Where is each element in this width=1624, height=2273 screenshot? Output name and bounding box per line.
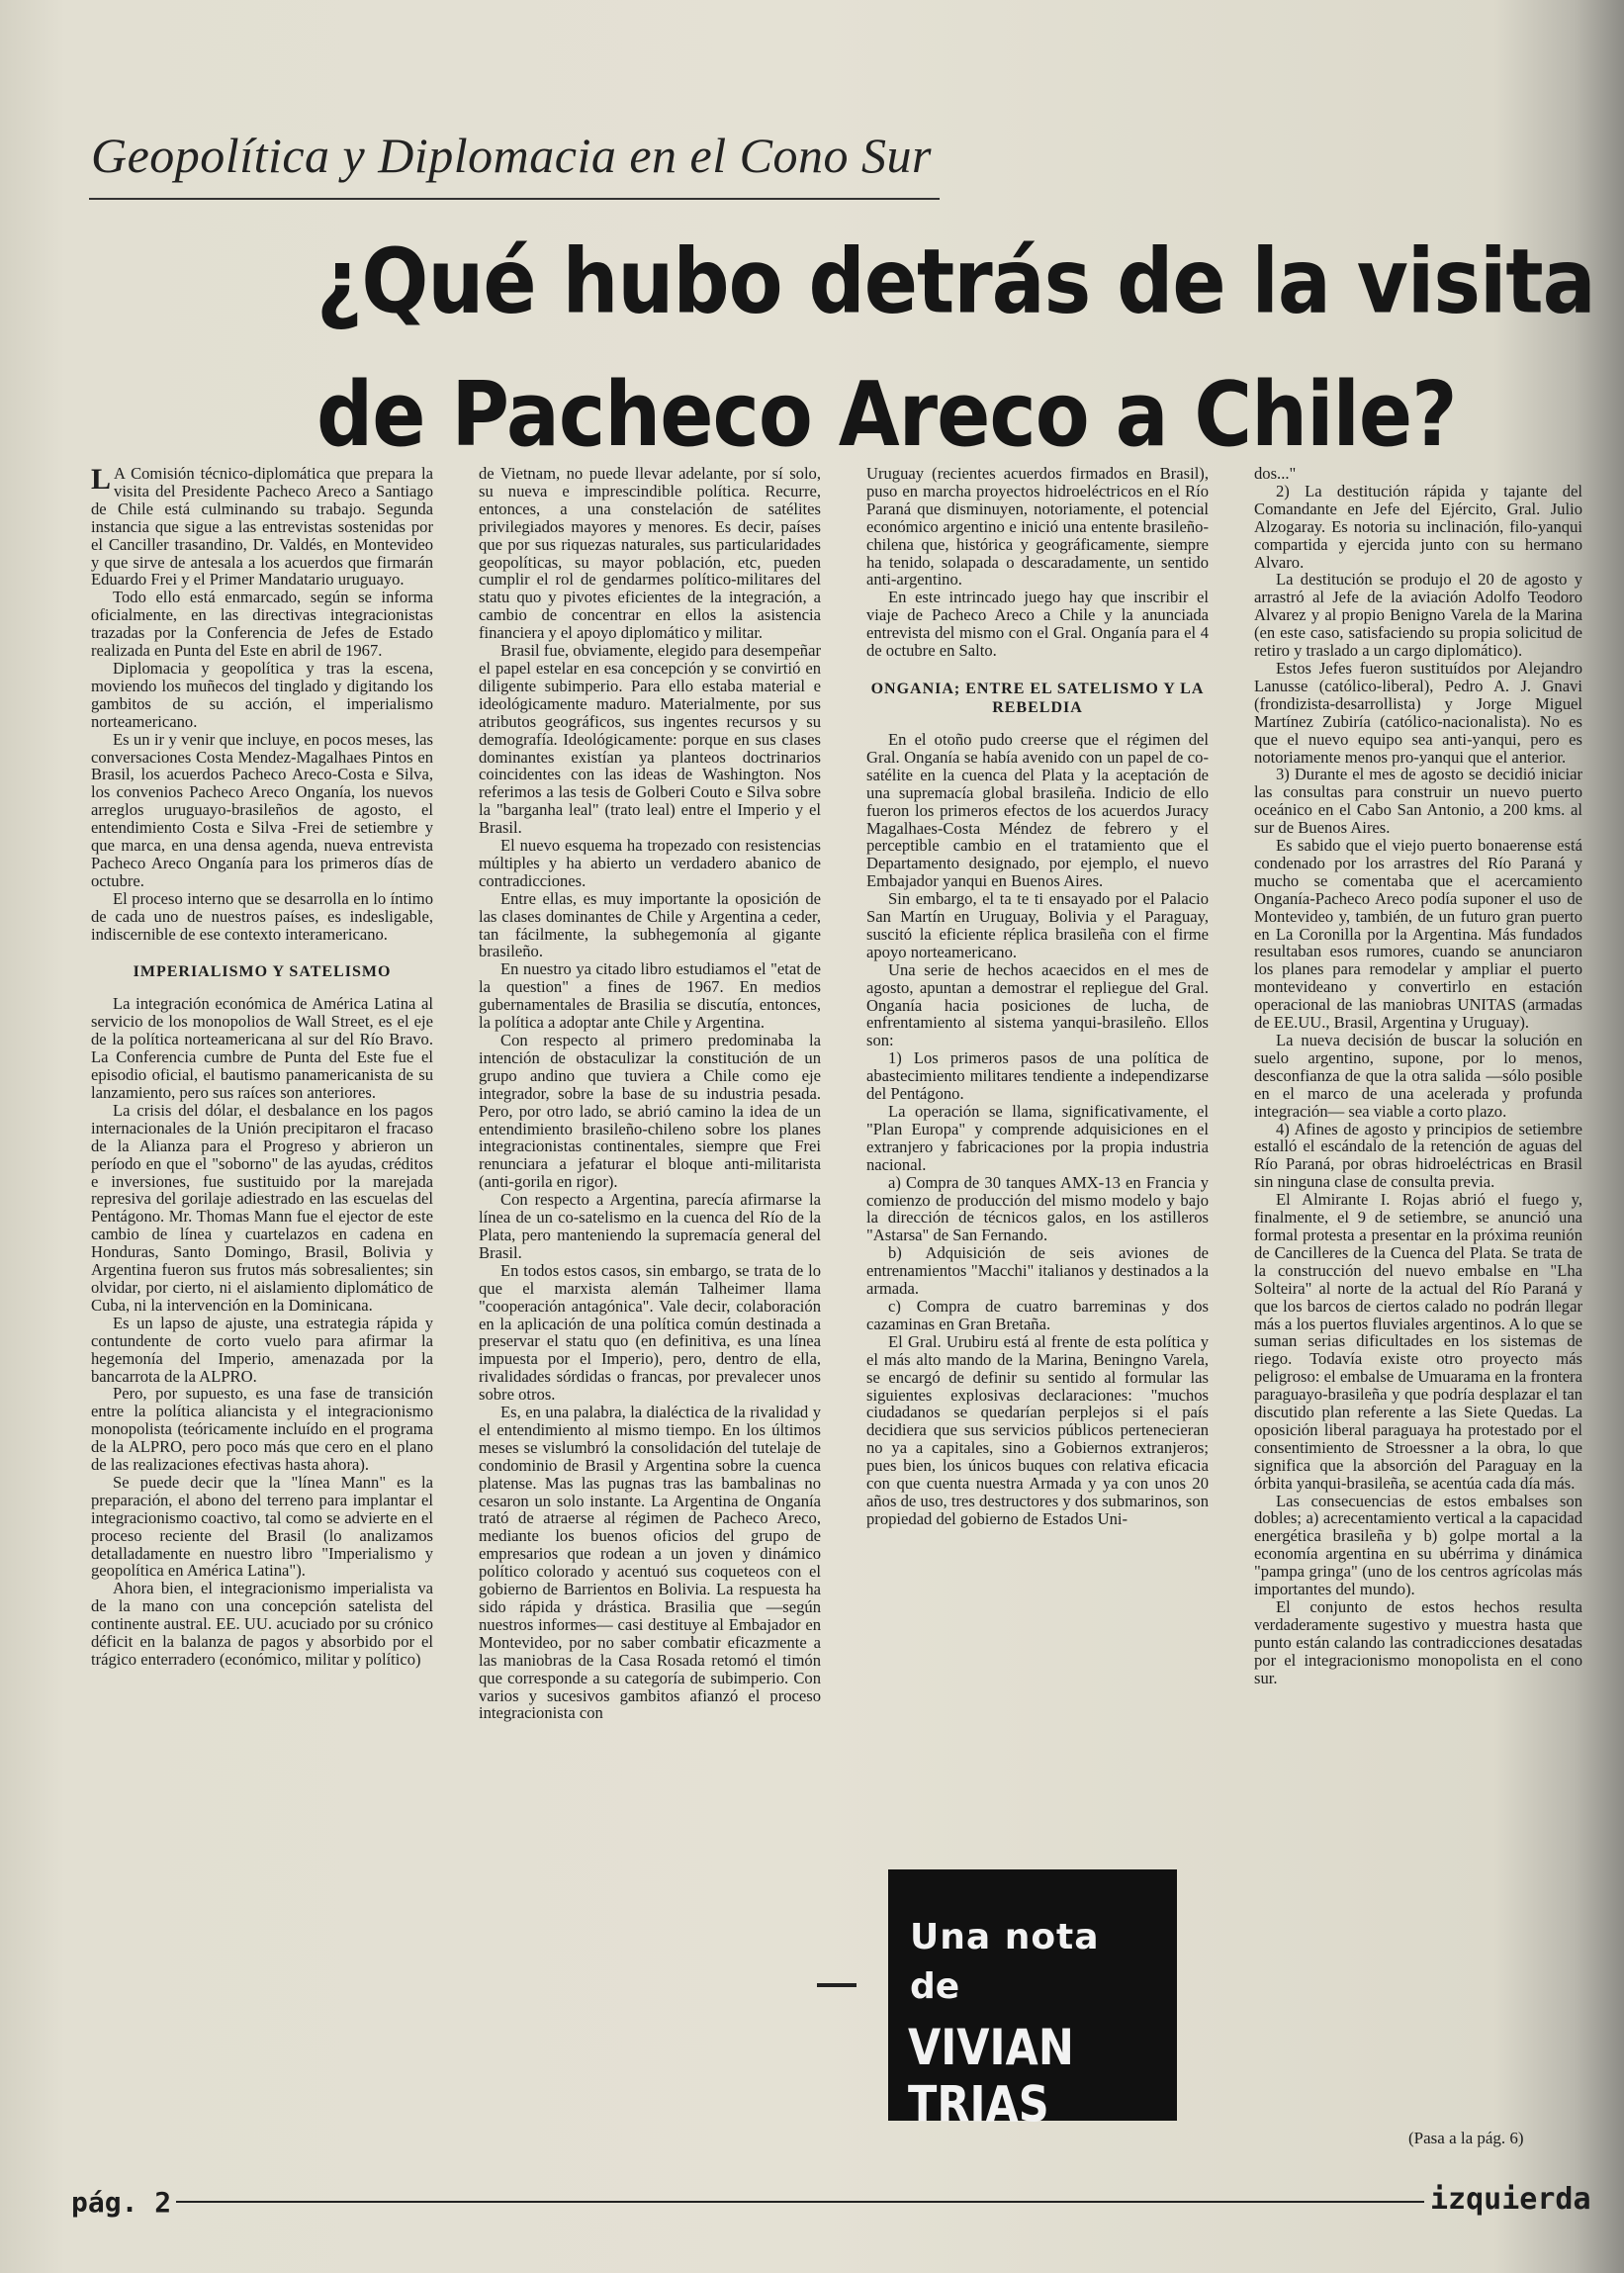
publication-name: izquierda: [1430, 2182, 1591, 2217]
paragraph: Diplomacia y geopolítica y tras la escena, moviendo los muñecos del tinglado y digitando los gambitos de su acción, el imperialismo norteamericano.: [91, 658, 433, 731]
paragraph: La destitución se produjo el 20 de agosto y arrastró al Jefe de la aviación Adolfo Teodoro Alvarez y al propio Benigno Varela de la Marina (en este caso, satisfaciendo su propia solicitud de retiro y traslado a un cargo diplomático).: [1254, 570, 1582, 661]
paragraph: Se puede decir que la "línea Mann" es la preparación, el abono del terreno para implantar el integracionismo coactivo, tal como se advierte en el proceso reciente del Brasil (lo analizamos detalladamente en nuestro libro "Imperialismo y geopolítica en América Latina").: [91, 1472, 433, 1581]
paragraph: c) Compra de cuatro barreminas y dos cazaminas en Gran Bretaña.: [866, 1296, 1209, 1333]
headline-line-2: de Pacheco Areco a Chile?: [316, 362, 1457, 467]
byline-author: VIVIAN TRIAS: [908, 2020, 1074, 2134]
paragraph: 3) Durante el mes de agosto se decidió iniciar las consultas para construir un nuevo puerto oceánico en el Cabo San Antonio, a 200 kms. al sur de Buenos Aires.: [1254, 765, 1582, 838]
page-number: pág. 2: [71, 2186, 172, 2219]
paragraph: Sin embargo, el ta te ti ensayado por el Palacio San Martín en Uruguay, Bolivia y el Paraguay, suscitó la eficiente réplica brasileña con el firme apoyo norteamericano.: [866, 889, 1209, 961]
paragraph: La integración económica de América Latina al servicio de los monopolios de Wall Street, es el eje de la política norteamericana al sur del Río Bravo. La Conferencia cumbre de Punta del Este fue el episodio oficial, el bautismo panamericanista de su lanzamiento, pero sus raíces son anteriores.: [91, 994, 433, 1102]
headline-line-1: ¿Qué hubo detrás de la visita: [316, 229, 1595, 333]
paragraph-text: A Comisión técnico-diplomática que prepara la visita del Presidente Pacheco Areco a Santiago de Chile está culminando su trabajo. Segunda instancia que sigue a las entrevistas sostenidas por el Canciller trasandino, Dr. Valdés, en Montevideo y que sirve de antesala a los acuerdos que firmarán Eduardo Frei y el Primer Mandatario uruguayo.: [91, 464, 433, 590]
subheading: IMPERIALISMO Y SATELISMO: [133, 963, 392, 981]
paragraph: 2) La destitución rápida y tajante del Comandante en Jefe del Ejército, Gral. Julio Alzogaray. Es notoria su inclinación, filo-yanqui compartida y ejercida junto con su hermano Alvaro.: [1254, 481, 1582, 572]
paragraph: El proceso interno que se desarrolla en lo íntimo de cada uno de nuestros países, es indesligable, indiscernible de ese contexto interamericano.: [91, 888, 433, 944]
section-rule: [89, 198, 940, 200]
drop-cap: L: [91, 463, 112, 496]
paragraph: En todos estos casos, sin embargo, se trata de lo que el marxista alemán Talheimer llama "cooperación antagónica". Vale decir, colaboración en la aplicación de una política común destinada a preservar el statu quo (en definitiva, es una línea impuesta por el Imperio), pero, dentro de ella, rivalidades sórdidas o francas, por prevalecer unos sobre otros.: [479, 1260, 821, 1405]
paragraph: Estos Jefes fueron sustituídos por Alejandro Lanusse (católico-liberal), Pedro A. J. Gnavi (frondizista-desarrollista) y Jorge Miguel Martínez Zubiría (católico-nacionalista). No es que el nuevo equipo sea anti-yanqui, pero es notoriamente menos pro-yanqui que el anterior.: [1254, 658, 1582, 767]
footer-rule: [176, 2201, 1424, 2203]
paragraph: Es un lapso de ajuste, una estrategia rápida y contundente de corto vuelo para afirmar la hegemonía del Imperio, amenazada por la bancarrota de la ALPRO.: [91, 1313, 433, 1386]
paragraph: [91, 465, 433, 589]
paragraph: 4) Afines de agosto y principios de setiembre estalló el escándalo de la retención de aguas del Río Paraná, por obras hidroeléctricas en Brasil sin ninguna clase de consulta previa.: [1254, 1119, 1582, 1192]
paragraph: Uruguay (recientes acuerdos firmados en Brasil), puso en marcha proyectos hidroeléctricos en el Río Paraná que disminuyen, notoriamente, el potencial económico argentino e inició una entente brasileño-chilena que, histórica y geográficamente, siempre ha tenido, solapada o descaradamente, un sentido anti-argentino.: [866, 464, 1209, 590]
byline-line-2: de: [910, 1966, 960, 2007]
paragraph: Las consecuencias de estos embalses son dobles; a) acrecentamiento vertical a la capacidad energética brasileña y b) golpe mortal a la economía argentina en su ubérrima y dinámica "pampa gringa" (uno de los centros agrícolas más importantes del mundo).: [1254, 1491, 1582, 1599]
paragraph: Es sabido que el viejo puerto bonaerense está condenado por los arrastres del Río Paraná y mucho se comentaba que el acercamiento Onganía-Pacheco Areco podía suponer el uso de Montevideo y, también, de un futuro gran puerto en La Coronilla por la Argentina. Más fundados resultaban esos rumores, cuando se anunciaron los planes para remodelar y ampliar el puerto montevideano y convertirlo en estación operacional de las maniobras UNITAS (armadas de EE.UU., Brasil, Argentina y Uruguay).: [1254, 836, 1582, 1033]
paragraph: El nuevo esquema ha tropezado con resistencias múltiples y ha abierto un verdadero abanico de contradicciones.: [479, 836, 821, 890]
paragraph: El Gral. Urubiru está al frente de esta política y el más alto mando de la Marina, Beningno Varela, se encargó de definir su sentido al formular las siguientes explosivas declaraciones: "muchos ciudadanos se quedarían perplejos si el país decidiera que sus servicios públicos pertenecieran no ya a capitales, sino a Gobiernos extranjeros; pues bien, los únicos buques con relativa eficacia con que cuenta nuestra Armada y ya con unos 20 años de uso, tres destructores y dos submarinos, son propiedad del gobierno de Estados Uni-: [866, 1331, 1209, 1528]
paragraph: En nuestro ya citado libro estudiamos el "etat de la question" a fines de 1967. En medios gubernamentales de Brasilia se discutía, entonces, la política a adoptar ante Chile y Argentina.: [479, 959, 821, 1033]
byline-box: [888, 1869, 1177, 2134]
paragraph: dos...": [1254, 464, 1297, 483]
paragraph: El Almirante I. Rojas abrió el fuego y, finalmente, el 9 de setiembre, se anunció una formal protesta a presentar en la próxima reunión de Cancilleres de la Cuenca del Plata. Se trata de la construcción del nuevo embalse en "Lha Solteira" al norte de la actual del Río Paraná y que los barcos de ciertos calado no podrán llegar más a los puertos fluviales argentinos. A lo que se suman serias dificultades en los sistemas de riego. Todavía existe otro proyecto más peligroso: el embalse de Umuarama en la frontera paraguayo-brasileña y que podría desplazar el tan discutido plan referente a las Siete Quedas. La oposición liberal paraguaya ha protestado por el consentimiento de Stroessner a la obra, lo que significa que la absorción del Paraguay en la órbita yanqui-brasileña, se acentúa cada día más.: [1254, 1190, 1582, 1493]
paragraph: Es, en una palabra, la dialéctica de la rivalidad y el entendimiento al mismo tiempo. En los últimos meses se vislumbró la consolidación del tutelaje de condominio de Brasil y Argentina sobre la cuenca platense. Mas las pugnas tras las bambalinas no cesaron un solo instante. La Argentina de Onganía trató de atraerse al régimen de Pacheco Areco, mediante los buenos oficios del grupo de empresarios que rodean a un joven y dinámico político colorado y acentuó sus coqueteos con el gobierno de Barrientos en Bolivia. La respuesta ha sido rápida y drástica. Brasilia que —según nuestros informes— casi destituye al Embajador en Montevideo, por no saber combatir eficazmente a las maniobras de la Casa Rosada retomó el timón que corresponde a su categoría de subimperio. Con varios y sucesivos gambitos afianzó el proceso integracionista con: [479, 1403, 821, 1723]
paragraph: b) Adquisición de seis aviones de entrenamientos "Macchi" italianos y destinados a la armada.: [866, 1243, 1209, 1299]
headline: [316, 216, 1602, 482]
section-title: Geopolítica y Diplomacia en el Cono Sur: [91, 128, 932, 183]
paragraph: Ahora bien, el integracionismo imperialista va de la mano con una concepción satelista del continente austral. EE. UU. acuciado por su crónico déficit en la balanza de pagos y absorbido por el trágico enterradero (económico, militar y político): [91, 1579, 433, 1669]
paragraph: El conjunto de estos hechos resulta verdaderamente sugestivo y muestra hasta que punto están calando las contradicciones desatadas por el integracionismo monopolista en el cono sur.: [1254, 1597, 1582, 1687]
article-column-2: [479, 465, 821, 1722]
paragraph: Brasil fue, obviamente, elegido para desempeñar el papel estelar en esa concepción y se convirtió en diligente subimperio. Para ello estaba material e ideológicamente maduro. Materialmente, por sus atributos geográficos, sus ingentes recursos y su demografía. Ideológicamente: porque en sus clases dominantes existían ya planteos doctrinarios coincidentes con las ideas de Washington. Nos referimos a las tesis de Golberi Couto e Silva sobre la "barganha leal" (trato leal) entre el Imperio y el Brasil.: [479, 641, 821, 838]
article-column-1: [91, 465, 433, 1669]
paragraph: Con respecto al primero predominaba la intención de obstaculizar la constitución de un grupo andino que tuviera a Chile como eje integrador, sobre la base de su industria pesada. Pero, por otro lado, se abrió camino la idea de un entendimiento brasileño-chileno sobre los planes integracionistas continentales, siempre que Frei renunciara a jefaturar el bloque anti-militarista (anti-gorila en rigor).: [479, 1031, 821, 1192]
paragraph: La crisis del dólar, el desbalance en los pagos internacionales de la Unión precipitaron el fracaso de la Alianza para el Progreso y abrieron un período en que el "soborno" de las ayudas, créditos e inversiones, fue sustituido por la marejada represiva del gorilaje adiestrado en las escuelas del Pentágono. Mr. Thomas Mann fue el ejector de este cambio de línea y cuartelazos en cadena en Honduras, Santo Domingo, Brasil, Bolivia y Argentina fueron sus frutos más sobresalientes; sin olvidar, por cierto, ni el aislamiento diplomático de Cuba, ni la intervención en la Dominicana.: [91, 1100, 433, 1315]
paragraph: Es un ir y venir que incluye, en pocos meses, las conversaciones Costa Mendez-Magalhaes Pintos en Brasil, los acuerdos Pacheco Areco-Costa e Silva, los convenios Pacheco Areco Onganía, los nuevos arreglos uruguayo-brasileños de agosto, el entendimiento Costa e Silva -Frei de setiembre y que marca, en una densa agenda, nueva entrevista Pacheco Areco Onganía para los primeros días de octubre.: [91, 729, 433, 890]
paragraph: La operación se llama, significativamente, el "Plan Europa" y comprende adquisiciones en el extranjero y fabricaciones por la propia industria nacional.: [866, 1102, 1209, 1174]
paragraph: Todo ello está enmarcado, según se informa oficialmente, en las directivas integracionistas trazadas por la Conferencia de Jefes de Estado realizada en Punta del Este en abril de 1967.: [91, 588, 433, 661]
paragraph: En este intrincado juego hay que inscribir el viaje de Pacheco Areco a Chile y la anunciada entrevista del mismo con el Gral. Onganía para el 4 de octubre en Salto.: [866, 588, 1209, 661]
paragraph: de Vietnam, no puede llevar adelante, por sí solo, su nueva e imprescindible política. Recurre, entonces, a una constelación de satélites privilegiados mayores y menores. Es decir, países que por sus riquezas naturales, sus particularidades geopolíticas, su mayor población, etc, pueden cumplir el rol de gendarmes político-militares del statu quo y pivotes eficientes de la integración, a cambio de concentrar en ellos la asistencia financiera y el apoyo diplomático y militar.: [479, 464, 821, 643]
byline-pointer: [817, 1983, 857, 1987]
paragraph: Pero, por supuesto, es una fase de transición entre la política aliancista y el integracionismo monopolista (teóricamente incluído en el programa de la ALPRO, pero poco más que cero en el plano de las realizaciones efectivas hasta ahora).: [91, 1384, 433, 1475]
paragraph: La nueva decisión de buscar la solución en suelo argentino, supone, por lo menos, desconfianza de que la otra salida —sólo posible en el marco de una acelerada y profunda integración— sea viable a corto plazo.: [1254, 1031, 1582, 1121]
paragraph: Entre ellas, es muy importante la oposición de las clases dominantes de Chile y Argentina a ceder, tan fácilmente, la subhegemonía al gigante brasileño.: [479, 888, 821, 961]
continued-on-note: (Pasa a la pág. 6): [1408, 2129, 1524, 2147]
paragraph: 1) Los primeros pasos de una política de abastecimiento militares tendiente a independizarse del Pentágono.: [866, 1048, 1209, 1104]
subheading: ONGANIA; ENTRE EL SATELISMO Y LA REBELDIA: [870, 680, 1205, 716]
article-column-3: [866, 465, 1209, 1528]
byline-line-1: Una nota: [910, 1917, 1100, 1957]
paragraph: Una serie de hechos acaecidos en el mes de agosto, apuntan a demostrar el repliegue del Gral. Onganía hacia posiciones de lucha, de enfrentamiento al sistema yanqui-brasileño. Ellos son:: [866, 959, 1209, 1050]
paragraph: En el otoño pudo creerse que el régimen del Gral. Onganía se había avenido con un papel de co-satélite en la cuenca del Plata y la aceptación de una supremacía global brasileña. Indicio de ello fueron los primeros efectos de los acuerdos Juracy Magalhaes-Costa Méndez de febrero y el perceptible cambio en el tratamiento que el Departamento designado, por ejemplo, el nuevo Embajador yanqui en Buenos Aires.: [866, 729, 1209, 891]
paragraph: a) Compra de 30 tanques AMX-13 en Francia y comienzo de producción del mismo modelo y bajo la dirección de técnicos galos, en los astilleros "Astarsa" de San Fernando.: [866, 1172, 1209, 1245]
article-column-4: [1254, 465, 1582, 1687]
paragraph: Con respecto a Argentina, parecía afirmarse la línea de un co-satelismo en la cuenca del Río de la Plata, pero manteniendo la supremacía general del Brasil.: [479, 1190, 821, 1262]
